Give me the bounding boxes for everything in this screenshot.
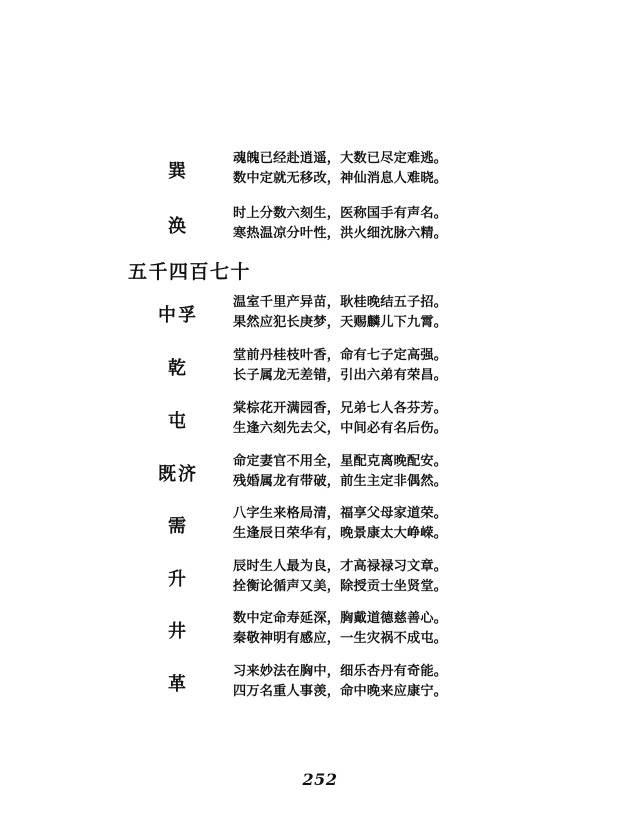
hexagram-name: 井 [168,621,188,642]
verse-entry [0,608,640,652]
verse-line: 生逢辰日荣华有，晚景康太大峥嵘。 [233,526,448,541]
hexagram-name: 需 [168,516,188,537]
verse-line: 四万名重人事羡，命中晚来应康宁。 [233,684,448,699]
hexagram-name: 涣 [168,216,188,237]
verse-line: 长子属龙无差错，引出六弟有荣昌。 [233,368,448,383]
verse-entry [0,556,640,600]
hexagram-name: 革 [168,674,188,695]
hexagram-name: 屯 [168,411,188,432]
page-number: 252 [302,770,338,789]
verse-line: 残婚属龙有带破，前生主定非偶然。 [233,474,448,489]
verse-line: 辰时生人最为良，才高禄禄习文章。 [233,559,448,574]
verse-line: 时上分数六刻生，医称国手有声名。 [233,206,448,221]
hexagram-name: 巽 [168,161,188,182]
verse-entry [0,203,640,247]
verse-line: 习来妙法在胸中，细乐杏丹有奇能。 [233,664,448,679]
hexagram-name: 乾 [168,358,188,379]
verse-line: 八字生来格局清，福享父母家道荣。 [233,506,448,521]
verse-entry [0,503,640,547]
verse-entry [0,148,640,192]
verse-line: 寒热温凉分叶性，洪火细沈脉六精。 [233,226,448,241]
hexagram-name: 既济 [158,464,198,485]
verse-line: 拴衡论循声又美，除授贡士坐贤堂。 [233,579,448,594]
section-heading: 五千四百七十 [128,261,252,283]
verse-line: 温室千里产异苗，耿桂晚结五子招。 [233,295,448,310]
verse-line: 命定妻官不用全，星配克离晚配安。 [233,454,448,469]
verse-line: 数中定命寿延深，胸戴道德慈善心。 [233,611,448,626]
verse-line: 堂前丹桂枝叶香，命有七子定高强。 [233,348,448,363]
verse-line: 秦敬神明有感应，一生灾祸不成屯。 [233,631,448,646]
verse-line: 魂魄已经赴逍遥，大数已尽定难逃。 [233,151,448,166]
verse-line: 数中定就无移改，神仙消息人难晓。 [233,171,448,186]
verse-entry [0,398,640,442]
verse-entry [0,451,640,495]
hexagram-name: 升 [168,569,188,590]
verse-entry [0,292,640,336]
verse-line: 果然应犯长庚梦，天赐麟儿下九霄。 [233,315,448,330]
verse-line: 生逢六刻先去父，中间必有名后伤。 [233,421,448,436]
hexagram-name: 中孚 [158,305,198,326]
verse-entry [0,345,640,389]
verse-line: 棠棕花开满园香，兄弟七人各芬芳。 [233,401,448,416]
verse-entry [0,661,640,705]
